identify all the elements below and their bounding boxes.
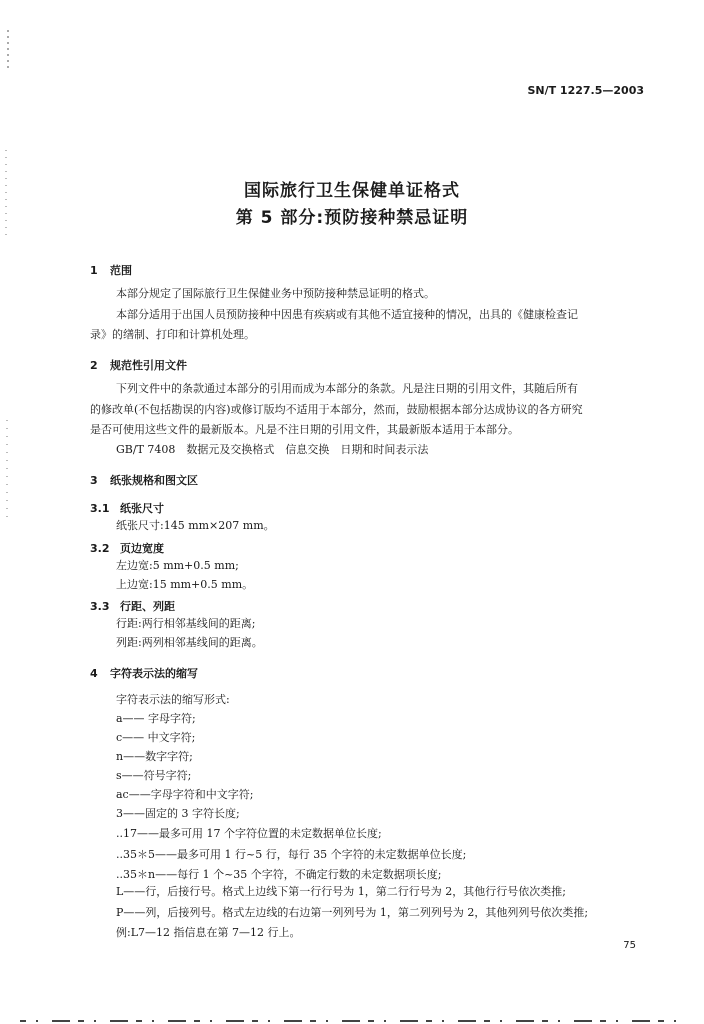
document-title: 国际旅行卫生保健单证格式 [244,181,460,201]
subsection-title: 页边宽度 [120,542,164,555]
list-item: 字符表示法的缩写形式: [116,693,230,706]
list-item: ..17——最多可用 17 个字符位置的未定数据单位长度; [116,827,382,840]
subsection-3-1-heading [90,500,164,516]
subsection-number: 3.3 [90,600,110,613]
section-3-heading [90,472,198,488]
section-title: 范围 [110,264,132,277]
scan-edge-marks [0,0,12,1024]
standard-code: SN/T 1227.5—2003 [527,84,644,97]
paragraph: 下列文件中的条款通过本部分的引用而成为本部分的条款。凡是注日期的引用文件，其随后所有 [116,382,578,395]
section-title: 纸张规格和图文区 [110,474,198,487]
paragraph: 行距:两行相邻基线间的距离; [116,617,256,630]
section-title: 字符表示法的缩写 [110,667,198,680]
section-1-heading [90,262,132,278]
subsection-title: 行距、列距 [120,600,175,613]
paragraph: 上边宽:15 mm+0.5 mm。 [116,578,254,591]
list-item: 3——固定的 3 字符长度; [116,807,240,820]
section-number: 1 [90,264,98,277]
section-title: 规范性引用文件 [110,359,187,372]
paragraph: 录》的缮制、打印和计算机处理。 [90,328,255,341]
section-number: 3 [90,474,98,487]
subsection-number: 3.1 [90,502,110,515]
section-4-heading [90,665,198,681]
document-subtitle: 第 5 部分:预防接种禁忌证明 [235,208,469,228]
list-item: ..35＊n——每行 1 个~35 个字符，不确定行数的未定数据项长度; [116,868,442,881]
list-item: ..35＊5——最多可用 1 行~5 行，每行 35 个字符的未定数据单位长度; [116,848,467,861]
paragraph: 本部分适用于出国人员预防接种中因患有疾病或有其他不适宜接种的情况，出具的《健康检查记 [116,308,578,321]
subsection-3-2-heading [90,540,164,556]
page-number: 75 [623,940,636,951]
list-item: 例:L7—12 指信息在第 7—12 行上。 [116,926,301,939]
subsection-3-3-heading [90,598,175,614]
paragraph: 纸张尺寸:145 mm×207 mm。 [116,519,275,532]
list-item: c—— 中文字符; [116,731,196,744]
list-item: a—— 字母字符; [116,712,196,725]
paragraph: 本部分规定了国际旅行卫生保健业务中预防接种禁忌证明的格式。 [116,287,435,300]
list-item: P——列，后接列号。格式左边线的右边第一列列号为 1，第二列列号为 2，其他列列号依次类推; [116,906,589,919]
scan-bottom-marks [0,1016,704,1024]
paragraph: 是否可使用这些文件的最新版本。凡是不注日期的引用文件，其最新版本适用于本部分。 [90,423,519,436]
subsection-title: 纸张尺寸 [120,502,164,515]
list-item: L——行，后接行号。格式上边线下第一行行号为 1，第二行行号为 2，其他行行号依次类推; [116,885,566,898]
paragraph: 的修改单(不包括勘误的内容)或修订版均不适用于本部分，然而，鼓励根据本部分达成协议的各方研究 [90,403,583,416]
normative-reference: GB/T 7408 数据元及交换格式 信息交换 日期和时间表示法 [116,443,429,456]
paragraph: 列距:两列相邻基线间的距离。 [116,636,263,649]
list-item: n——数字字符; [116,750,193,763]
section-number: 4 [90,667,98,680]
subsection-number: 3.2 [90,542,110,555]
section-2-heading [90,357,187,373]
section-number: 2 [90,359,98,372]
list-item: ac——字母字符和中文字符; [116,788,254,801]
paragraph: 左边宽:5 mm+0.5 mm; [116,559,239,572]
list-item: s——符号字符; [116,769,192,782]
